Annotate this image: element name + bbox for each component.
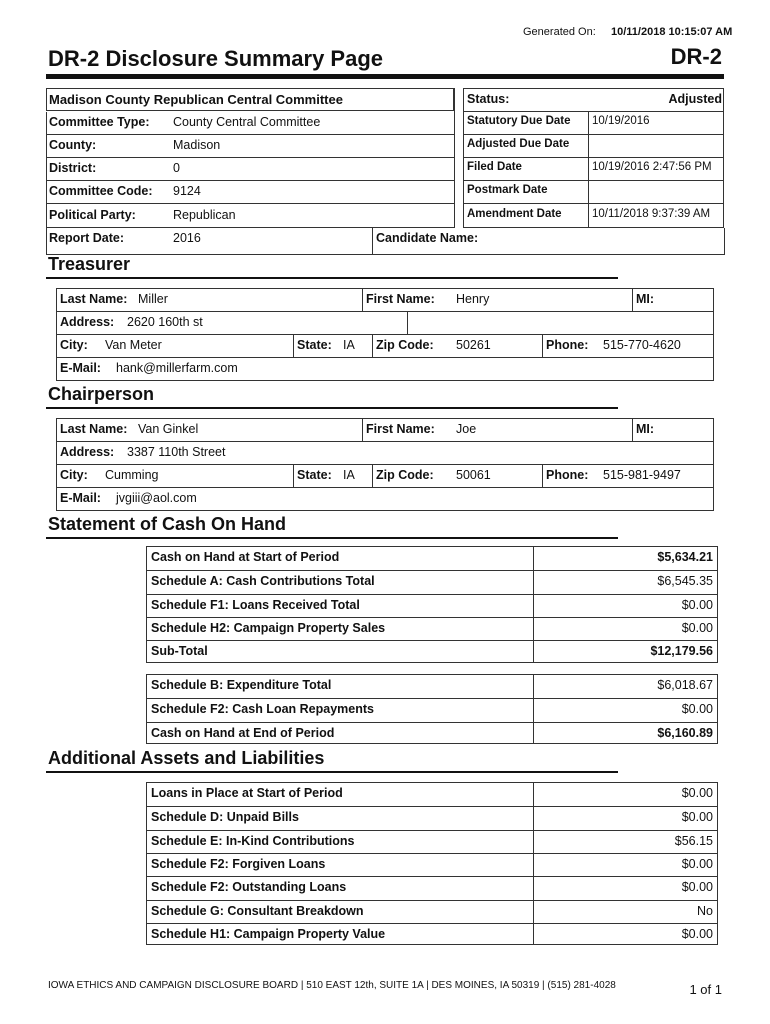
county-value: Madison — [173, 138, 221, 152]
table-row — [147, 853, 717, 876]
form-code: DR-2 — [670, 44, 722, 69]
treasurer-last-name-label: Last Name: — [60, 292, 128, 306]
chairperson-first-name: Joe — [456, 422, 477, 436]
generated-label: Generated On: — [523, 26, 596, 38]
treasurer-phone-label: Phone: — [546, 338, 589, 352]
row-divider — [463, 157, 724, 158]
row-divider — [56, 441, 714, 442]
status-value: Adjusted — [668, 92, 722, 106]
filed-date-value: 10/19/2016 2:47:56 PM — [592, 161, 712, 173]
adjusted-due-date-label: Adjusted Due Date — [467, 138, 570, 150]
table-row — [147, 722, 717, 745]
district-label: District: — [49, 161, 97, 175]
treasurer-first-name: Henry — [456, 292, 490, 306]
page-title: DR-2 Disclosure Summary Page — [48, 46, 384, 71]
table-row — [147, 594, 717, 617]
row-divider — [46, 203, 454, 204]
chairperson-last-name: Van Ginkel — [138, 422, 199, 436]
treasurer-zip-label: Zip Code: — [376, 338, 434, 352]
treasurer-city-label: City: — [60, 338, 88, 352]
row-label: Cash on Hand at End of Period — [151, 725, 335, 740]
row-value: $6,545.35 — [657, 574, 713, 589]
column-divider — [632, 418, 633, 441]
statutory-due-date-label: Statutory Due Date — [467, 115, 571, 127]
row-label: Cash on Hand at Start of Period — [151, 550, 340, 564]
cash-heading: Statement of Cash On Hand — [48, 514, 287, 534]
treasurer-phone: 515-770-4620 — [603, 338, 681, 352]
column-divider — [542, 464, 543, 487]
treasurer-email[interactable]: hank@millerfarm.com — [116, 361, 238, 375]
county-label: County: — [49, 138, 97, 152]
table-row — [147, 876, 717, 899]
chairperson-heading: Chairperson — [48, 384, 155, 404]
district-value: 0 — [173, 161, 180, 175]
row-value: $6,160.89 — [657, 725, 713, 740]
committee-type-label: Committee Type: — [49, 115, 150, 129]
row-divider — [56, 311, 714, 312]
table-row — [147, 923, 717, 946]
committee-code-label: Committee Code: — [49, 184, 153, 198]
row-value: $0.00 — [681, 786, 713, 800]
table-row — [147, 806, 717, 829]
assets-heading: Additional Assets and Liabilities — [48, 748, 325, 768]
chairperson-state-label: State: — [297, 468, 332, 482]
postmark-date-label: Postmark Date — [467, 184, 548, 196]
column-divider — [632, 288, 633, 311]
treasurer-state: IA — [343, 338, 355, 352]
table-row — [147, 570, 717, 593]
row-value: $0.00 — [681, 702, 713, 717]
committee-type-value: County Central Committee — [173, 115, 321, 129]
chairperson-zip: 50061 — [456, 468, 491, 482]
row-value: $0.00 — [681, 810, 713, 825]
row-label: Schedule F2: Outstanding Loans — [151, 880, 347, 895]
row-divider — [46, 157, 454, 158]
row-value: No — [697, 903, 713, 918]
column-divider — [372, 464, 373, 487]
row-divider — [56, 334, 714, 335]
row-label: Schedule F1: Loans Received Total — [151, 597, 360, 612]
row-label: Schedule E: In-Kind Contributions — [151, 833, 355, 848]
political-party-label: Political Party: — [49, 208, 136, 222]
amendment-date-label: Amendment Date — [467, 208, 562, 220]
column-divider — [362, 288, 363, 311]
committee-name: Madison County Republican Central Committee — [49, 92, 343, 107]
row-label: Sub-Total — [151, 644, 208, 659]
report-date-label: Report Date: — [49, 231, 125, 245]
chairperson-rule — [46, 407, 618, 409]
treasurer-first-name-label: First Name: — [366, 292, 435, 306]
row-divider — [463, 134, 724, 135]
chairperson-first-name-label: First Name: — [366, 422, 435, 436]
treasurer-heading: Treasurer — [48, 254, 131, 274]
status-label: Status: — [467, 92, 510, 106]
row-value: $0.00 — [681, 597, 713, 612]
chairperson-address: 3387 110th Street — [127, 445, 226, 459]
table-row — [147, 900, 717, 923]
title-rule — [46, 74, 724, 79]
row-divider — [56, 357, 714, 358]
column-divider — [293, 464, 294, 487]
treasurer-city: Van Meter — [105, 338, 162, 352]
row-label: Schedule F2: Cash Loan Repayments — [151, 702, 374, 717]
chairperson-email-label: E-Mail: — [60, 491, 101, 505]
row-value: $0.00 — [681, 926, 713, 941]
chairperson-state: IA — [343, 468, 355, 482]
chairperson-address-label: Address: — [60, 445, 115, 459]
row-divider — [463, 180, 724, 181]
cash-table-2 — [146, 674, 718, 744]
treasurer-mi-label: MI: — [636, 292, 655, 306]
table-row — [147, 640, 717, 663]
row-value: $0.00 — [681, 856, 713, 871]
cash-rule — [46, 537, 618, 539]
row-value: $6,018.67 — [657, 678, 713, 692]
row-divider — [46, 180, 454, 181]
chairperson-email[interactable]: jvgiii@aol.com — [116, 491, 197, 505]
row-label: Schedule B: Expenditure Total — [151, 678, 332, 692]
assets-table — [146, 782, 718, 945]
row-label: Schedule A: Cash Contributions Total — [151, 574, 375, 589]
committee-bottom-border — [46, 254, 724, 255]
row-divider — [463, 111, 724, 112]
row-value: $0.00 — [681, 620, 713, 635]
column-divider — [454, 88, 455, 228]
table-row — [147, 675, 717, 698]
row-label: Schedule G: Consultant Breakdown — [151, 903, 364, 918]
table-row — [147, 830, 717, 853]
row-value: $5,634.21 — [657, 550, 713, 564]
column-divider — [372, 228, 373, 255]
chairperson-phone: 515-981-9497 — [603, 468, 681, 482]
table-row — [147, 547, 717, 570]
row-divider — [56, 487, 714, 488]
footer-address: IOWA ETHICS AND CAMPAIGN DISCLOSURE BOARD | 510 EAST 12th, SUITE 1A | DES MOINES, IA 50319 | (515) 281-4028 — [48, 980, 616, 991]
row-label: Schedule H1: Campaign Property Value — [151, 926, 386, 941]
row-label: Schedule F2: Forgiven Loans — [151, 856, 326, 871]
table-row — [147, 698, 717, 721]
column-divider — [293, 334, 294, 357]
row-label: Loans in Place at Start of Period — [151, 786, 343, 800]
amendment-date-value: 10/11/2018 9:37:39 AM — [592, 208, 711, 220]
treasurer-email-label: E-Mail: — [60, 361, 101, 375]
page-number: 1 of 1 — [689, 982, 722, 997]
row-label: Schedule H2: Campaign Property Sales — [151, 620, 386, 635]
column-divider — [588, 111, 589, 228]
row-divider — [56, 464, 714, 465]
row-value: $12,179.56 — [650, 644, 713, 659]
row-value: $56.15 — [674, 833, 713, 848]
generated-value: 10/11/2018 10:15:07 AM — [611, 26, 733, 38]
treasurer-address-label: Address: — [60, 315, 115, 329]
report-date-value: 2016 — [173, 231, 201, 245]
chairperson-city: Cumming — [105, 468, 159, 482]
chairperson-mi-label: MI: — [636, 422, 655, 436]
table-row — [147, 617, 717, 640]
column-divider — [724, 228, 725, 255]
filed-date-label: Filed Date — [467, 161, 522, 173]
table-row — [147, 783, 717, 806]
column-divider — [407, 311, 408, 334]
treasurer-address: 2620 160th st — [127, 315, 203, 329]
column-divider — [372, 334, 373, 357]
column-divider — [362, 418, 363, 441]
column-divider — [542, 334, 543, 357]
row-divider — [46, 134, 454, 135]
row-divider — [46, 227, 454, 228]
committee-code-value: 9124 — [173, 184, 201, 198]
chairperson-last-name-label: Last Name: — [60, 422, 128, 436]
candidate-name-label: Candidate Name: — [376, 231, 479, 245]
statutory-due-date-value: 10/19/2016 — [592, 115, 650, 127]
row-divider — [463, 203, 724, 204]
row-label: Schedule D: Unpaid Bills — [151, 810, 299, 825]
treasurer-zip: 50261 — [456, 338, 491, 352]
chairperson-city-label: City: — [60, 468, 88, 482]
assets-rule — [46, 771, 618, 773]
treasurer-last-name: Miller — [138, 292, 168, 306]
chairperson-zip-label: Zip Code: — [376, 468, 434, 482]
cash-table-1 — [146, 546, 718, 663]
treasurer-rule — [46, 277, 618, 279]
treasurer-state-label: State: — [297, 338, 332, 352]
chairperson-phone-label: Phone: — [546, 468, 589, 482]
row-value: $0.00 — [681, 880, 713, 895]
status-box — [463, 88, 724, 228]
political-party-value: Republican — [173, 208, 236, 222]
